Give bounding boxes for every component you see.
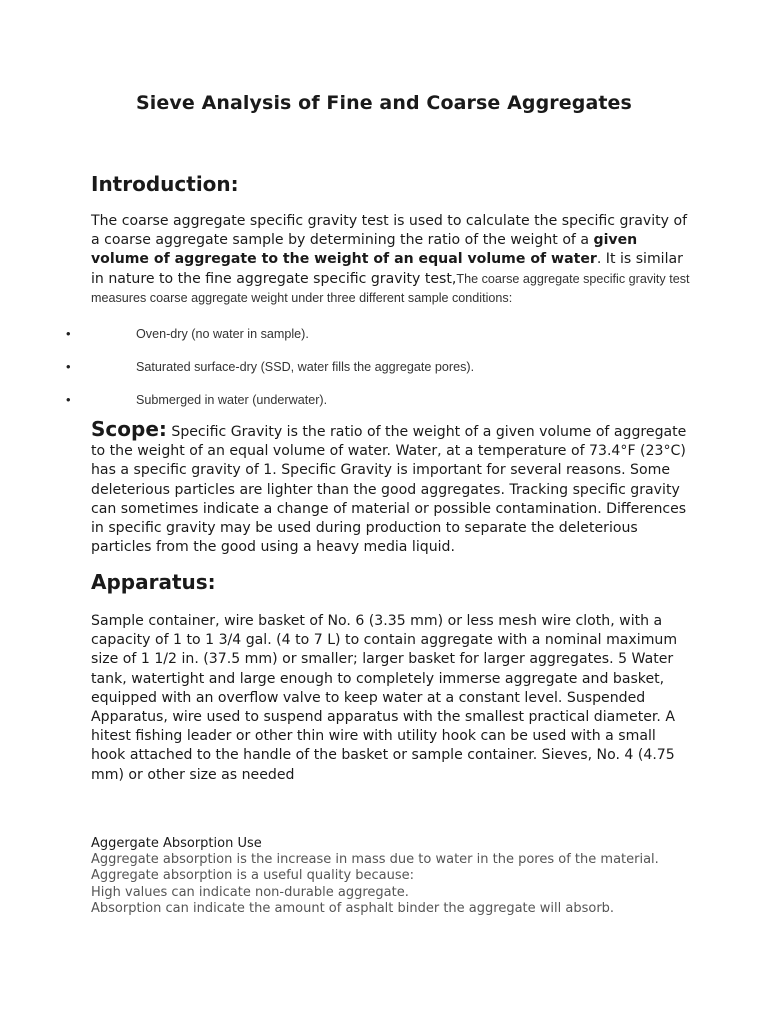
- apparatus-heading: Apparatus:: [91, 570, 216, 594]
- absorption-line: High values can indicate non-durable aggregate.: [91, 884, 409, 900]
- list-item-text: Saturated surface-dry (SSD, water fills the aggregate pores).: [136, 360, 475, 374]
- bullet-icon: •: [66, 326, 71, 341]
- introduction-bold-text: given volume of aggregate to the weight of an equal volume of water: [91, 232, 638, 268]
- introduction-small-text: The coarse aggregate specific gravity test measures coarse aggregate weight under three different sample conditions:: [91, 271, 690, 305]
- scope-paragraph: [91, 417, 691, 557]
- absorption-line: Aggregate absorption is the increase in mass due to water in the pores of the material.: [91, 852, 659, 868]
- absorption-heading: Aggergate Absorption Use: [91, 836, 262, 851]
- bullet-icon: •: [66, 359, 71, 374]
- document-title: Sieve Analysis of Fine and Coarse Aggregates: [136, 92, 632, 114]
- introduction-paragraph: [91, 212, 691, 308]
- introduction-heading: Introduction:: [91, 172, 239, 196]
- list-item-text: Submerged in water (underwater).: [136, 393, 328, 407]
- scope-text: Specific Gravity is the ratio of the weight of a given volume of aggregate to the weight of an equal volume of water. Water, at a temperature of 73.4°F (23°C) has a specific gravity of 1. Specific Gravity is important for several reasons. Some deleterious particles are lighter than the good aggregates. Tracking specific gravity can sometimes indicate a change of material or possible contamination. Differences in specific gravity may be used during production to separate the deleterious particles from the good using a heavy media liquid.: [91, 424, 687, 556]
- apparatus-paragraph: Sample container, wire basket of No. 6 (3.35 mm) or less mesh wire cloth, with a capacity of 1 to 1 3/4 gal. (4 to 7 L) to contain aggregate with a nominal maximum size of 1 1/2 in. (37.5 mm) or smaller; larger basket for larger aggregates. 5 Water tank, watertight and large enough to completely immerse aggregate and basket, equipped with an overflow valve to keep water at a constant level. Suspended Apparatus, wire used to suspend apparatus with the smallest practical diameter. A hitest fishing leader or other thin wire with utility hook can be used with a small hook attached to the handle of the basket or sample container. Sieves, No. 4 (4.75 mm) or other size as needed: [91, 613, 678, 783]
- bullet-icon: •: [66, 392, 71, 407]
- absorption-line: Absorption can indicate the amount of asphalt binder the aggregate will absorb.: [91, 900, 615, 916]
- scope-heading: Scope:: [91, 417, 167, 441]
- absorption-line: Aggregate absorption is a useful quality because:: [91, 868, 415, 884]
- absorption-section: [91, 836, 711, 917]
- introduction-text-1: The coarse aggregate specific gravity test is used to calculate the specific gravity of a coarse aggregate sample by determining the ratio of the weight of a: [91, 213, 688, 249]
- list-item-text: Oven-dry (no water in sample).: [136, 327, 309, 341]
- introduction-text-2: . It is similar in nature to the fine aggregate specific gravity test,: [91, 251, 683, 287]
